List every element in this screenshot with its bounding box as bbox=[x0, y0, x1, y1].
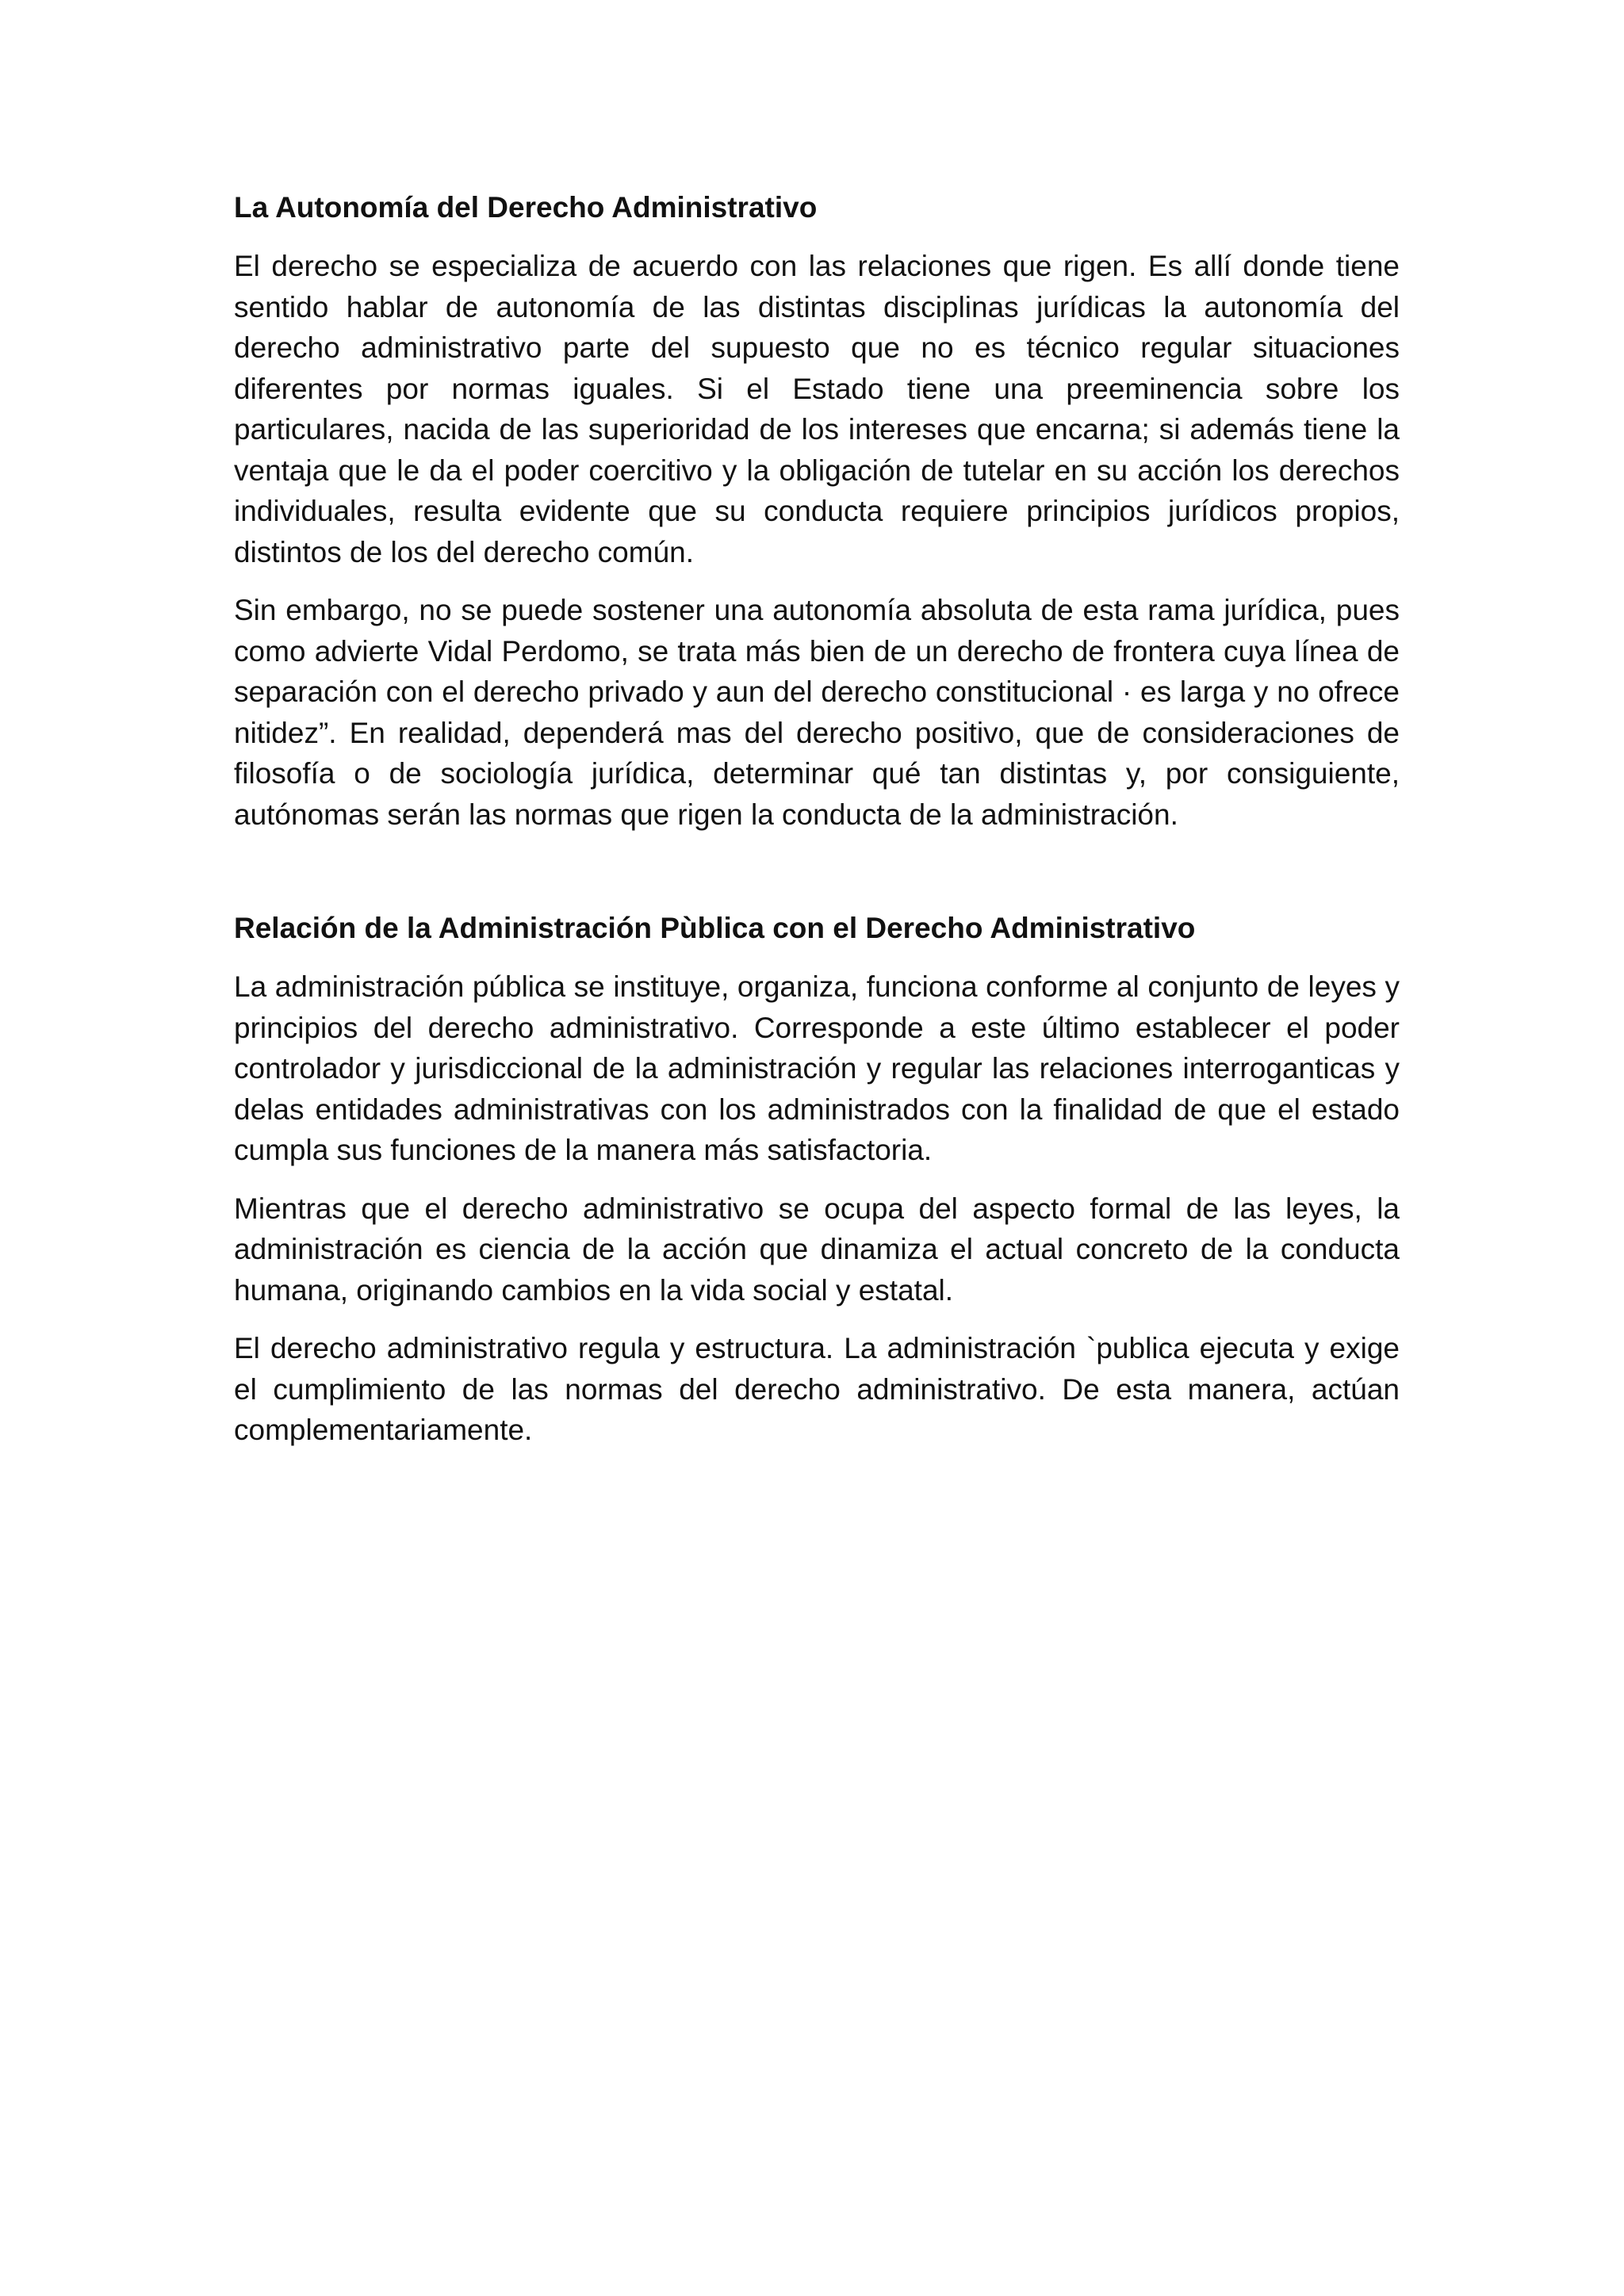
section-autonomia bbox=[234, 187, 1400, 835]
paragraph: El derecho se especializa de acuerdo con las relaciones que rigen. Es allí donde tiene sentido hablar de autonomía de las distintas disciplinas jurídicas la autonomía del derecho administrativo parte del supuesto que no es técnico regular situaciones diferentes por normas iguales. Si el Estado tiene una preeminencia sobre los particulares, nacida de las superioridad de los intereses que encarna; si además tiene la ventaja que le da el poder coercitivo y la obligación de tutelar en su acción los derechos individuales, resulta evidente que su conducta requiere principios jurídicos propios, distintos de los del derecho común. bbox=[234, 250, 1400, 568]
document-body bbox=[234, 187, 1400, 1468]
paragraph: Mientras que el derecho administrativo se ocupa del aspecto formal de las leyes, la administración es ciencia de la acción que dinamiza el actual concreto de la conducta humana, originando cambios en la vida social y estatal. bbox=[234, 1192, 1400, 1307]
section-heading: Relación de la Administración Pùblica con el Derecho Administrativo bbox=[234, 912, 1196, 944]
section-heading: La Autonomía del Derecho Administrativo bbox=[234, 191, 818, 224]
paragraph: El derecho administrativo regula y estructura. La administración `publica ejecuta y exige el cumplimiento de las normas del derecho administrativo. De esta manera, actúan complementariamente. bbox=[234, 1332, 1400, 1446]
section-relacion bbox=[234, 908, 1400, 1451]
paragraph: La administración pública se instituye, organiza, funciona conforme al conjunto de leyes y principios del derecho administrativo. Corresponde a este último establecer el poder controlador y jurisdiccional de la administración y regular las relaciones interroganticas y delas entidades administrativas con los administrados con la finalidad de que el estado cumpla sus funciones de la manera más satisfactoria. bbox=[234, 970, 1400, 1166]
paragraph: Sin embargo, no se puede sostener una autonomía absoluta de esta rama jurídica, pues como advierte Vidal Perdomo, se trata más bien de un derecho de frontera cuya línea de separación con el derecho privado y aun del derecho constitucional · es larga y no ofrece nitidez”. En realidad, dependerá mas del derecho positivo, que de consideraciones de filosofía o de sociología jurídica, determinar qué tan distintas y, por consiguiente, autónomas serán las normas que rigen la conducta de la administración. bbox=[234, 594, 1400, 831]
